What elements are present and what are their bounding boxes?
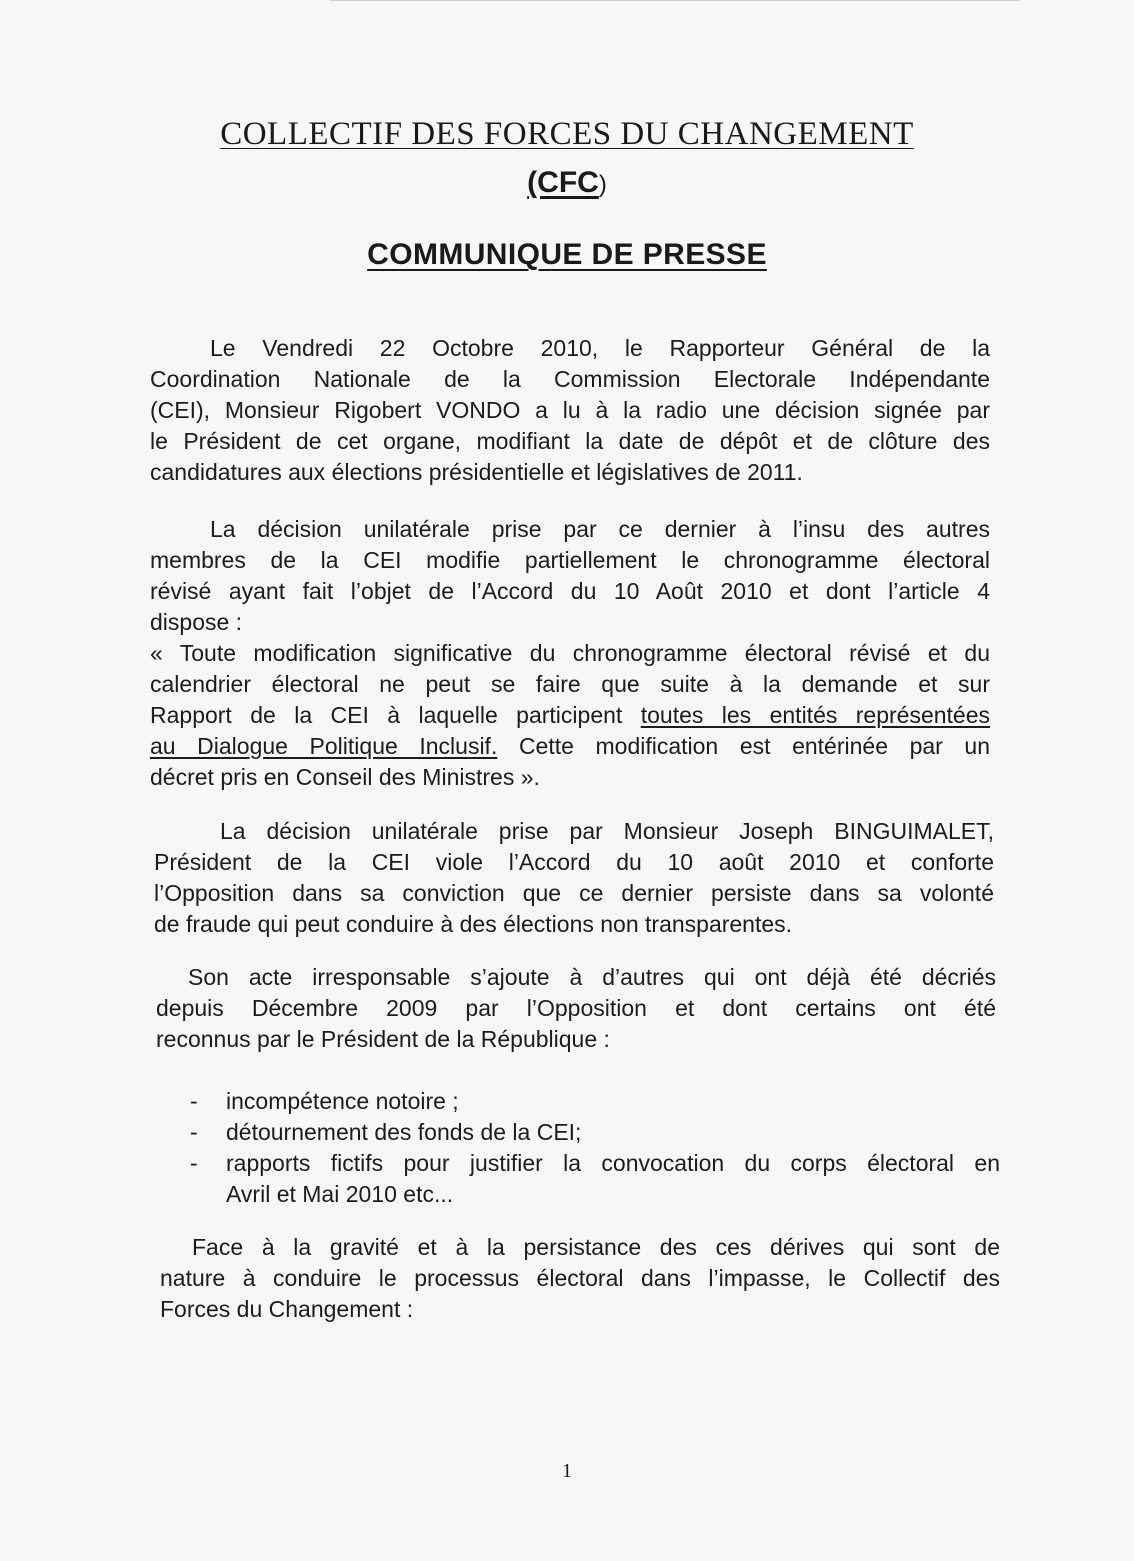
list-item: - rapports fictifs pour justifier la convocation du corps électoral en Avril et Mai 2010 etc... xyxy=(190,1150,1000,1207)
quote-line: Rapport de la CEI à laquelle participent toutes les entités représentées xyxy=(150,702,991,728)
grievance-list xyxy=(190,1086,1000,1210)
underlined-text: toutes les entités représentées xyxy=(640,702,991,728)
quote-line: calendrier électoral ne peut se faire que suite à la demande et sur xyxy=(150,671,990,697)
list-item: - détournement des fonds de la CEI; xyxy=(190,1117,1000,1148)
organization-acronym: (CFC) xyxy=(527,166,607,199)
list-dash: - xyxy=(190,1088,198,1114)
underlined-text: au Dialogue Politique Inclusif. xyxy=(150,733,498,759)
paragraph-1: Le Vendredi 22 Octobre 2010, le Rapporteur Général de la Coordination Nationale de la Commission Electorale Indépendante (CEI), Monsieur Rigobert VONDO a lu à la radio une décision signée par le Président de cet organe, modifiant la date de dépôt et de clôture des candidatures aux élections présidentielle et législatives de 2011. xyxy=(150,335,990,485)
quote-line: décret pris en Conseil des Ministres ». xyxy=(150,764,540,790)
paragraph-5: Face à la gravité et à la persistance des ces dérives qui sont de nature à conduire le processus électoral dans l’impasse, le Collectif des Forces du Changement : xyxy=(160,1234,1000,1322)
scan-edge-line xyxy=(330,0,1020,1)
quote-line: au Dialogue Politique Inclusif. Cette modification est entérinée par un xyxy=(150,733,990,759)
page-number: 1 xyxy=(562,1460,572,1482)
paragraph-2: La décision unilatérale prise par ce dernier à l’insu des autres membres de la CEI modifie partiellement le chronogramme électoral révisé ayant fait l’objet de l’Accord du 10 Août 2010 et dont l’article 4 dispose : « Toute modification significative du chronogramme électoral révisé et du calendrier électoral ne peut se faire que suite à la demande et sur Rapport de la CEI à laquelle participent toutes les entités représentées au Dialogue Politique Inclusif. Cette modification est entérinée par un décret pris en Conseil des Ministres ». xyxy=(150,514,990,793)
paragraph-3: La décision unilatérale prise par Monsieur Joseph BINGUIMALET, Président de la CEI viole l’Accord du 10 août 2010 et conforte l’Opposition dans sa conviction que ce dernier persiste dans sa volonté de fraude qui peut conduire à des élections non transparentes. xyxy=(154,818,994,937)
list-dash: - xyxy=(190,1119,198,1145)
organization-title: COLLECTIF DES FORCES DU CHANGEMENT xyxy=(220,116,914,152)
quote-line: « Toute modification significative du chronogramme électoral révisé et du xyxy=(150,640,990,666)
paragraph-4: Son acte irresponsable s’ajoute à d’autres qui ont déjà été décriés depuis Décembre 2009 par l’Opposition et dont certains ont été reconnus par le Président de la République : xyxy=(156,964,996,1052)
list-dash: - xyxy=(190,1150,198,1176)
list-item: - incompétence notoire ; xyxy=(190,1086,1000,1117)
section-title: COMMUNIQUE DE PRESSE xyxy=(367,238,767,271)
